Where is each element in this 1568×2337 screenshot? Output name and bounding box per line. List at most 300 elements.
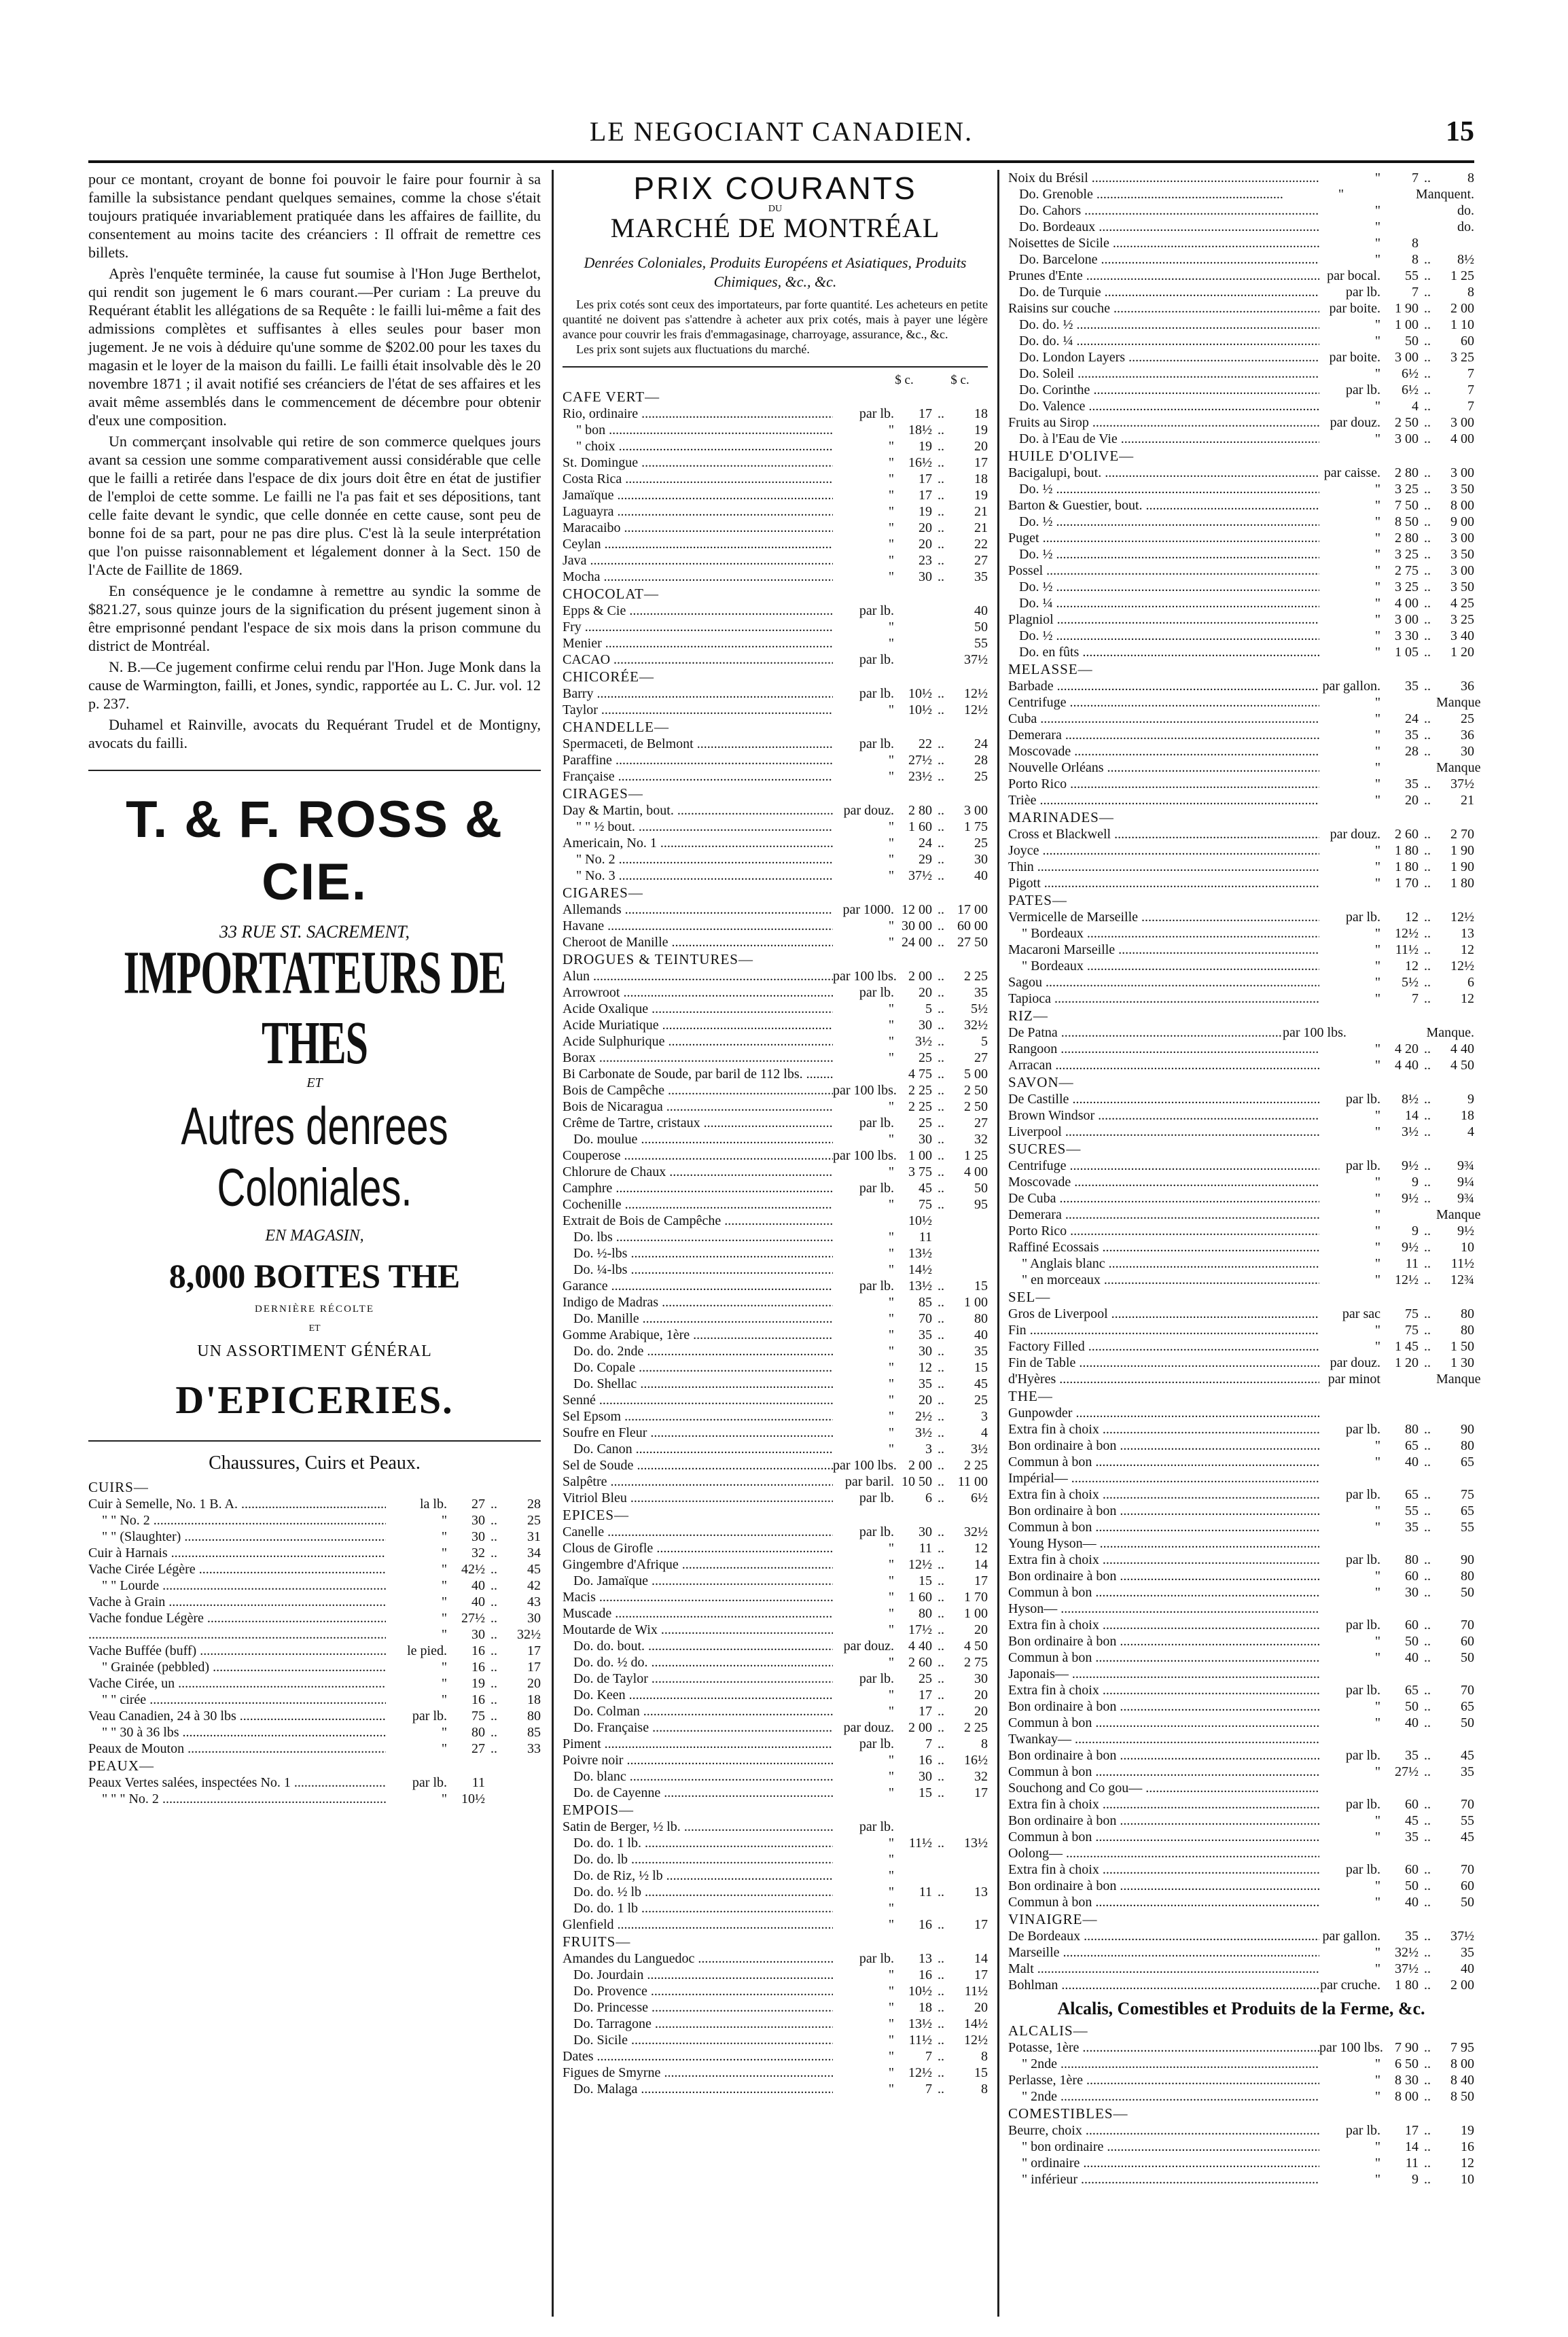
price-separator: .. [1424, 910, 1431, 925]
price-high: 1 70 [964, 1590, 988, 1605]
item-unit: par 100 lbs. [833, 969, 897, 984]
price-high: 11 00 [957, 1474, 988, 1489]
price-high: 32½ [964, 1524, 988, 1539]
price-low: 9 [1412, 1175, 1419, 1190]
price-separator: .. [938, 1409, 944, 1424]
price-low: 27½ [1395, 1764, 1419, 1779]
price-row [563, 1524, 988, 1540]
price-separator: .. [1424, 1929, 1431, 1944]
item-name: Do. do. 1 lb. ..... [563, 1835, 833, 1851]
section-heading: HUILE D'OLIVE— [1008, 448, 1135, 464]
item-unit: " [1374, 926, 1380, 941]
price-separator: .. [938, 1606, 944, 1621]
price-separator: .. [1424, 498, 1431, 513]
item-name: Cochenille ..... [563, 1196, 833, 1213]
item-name: Do. à l'Eau de Vie ..... [1008, 431, 1319, 447]
price-high: 1 80 [1450, 876, 1474, 891]
item-name: Indigo de Madras ..... [563, 1294, 833, 1310]
item-name: Fin de Table ..... [1008, 1355, 1319, 1371]
price-row [1008, 2039, 1474, 2056]
item-name: Macis ..... [563, 1589, 833, 1605]
price-row [88, 1692, 541, 1708]
item-name: Bacigalupi, bout. ..... [1008, 465, 1319, 481]
item-unit: " [1374, 2073, 1380, 2088]
price-row [88, 1774, 541, 1791]
price-low [1380, 1470, 1419, 1486]
price-high: 50 [1461, 1585, 1474, 1600]
price-high: 8 40 [1450, 2073, 1474, 2088]
price-high: 4 [1467, 1124, 1474, 1139]
price-low: 40 [1405, 1650, 1419, 1665]
item-unit: par lb. [859, 1524, 894, 1539]
item-name: Moscovade ..... [1008, 743, 1319, 760]
price-high: 12½ [964, 702, 988, 717]
price-low: 1 45 [1395, 1339, 1419, 1354]
item-name: Centrifuge ..... [1008, 694, 1319, 711]
price-high: 3 50 [1450, 482, 1474, 497]
item-unit: " [1374, 859, 1380, 874]
price-high: 10 [1461, 2172, 1474, 2187]
price-separator [932, 1229, 950, 1245]
price-row [563, 454, 988, 471]
price-high: 27 [974, 1116, 988, 1130]
price-separator: .. [491, 1741, 497, 1756]
item-unit: " [888, 702, 894, 717]
item-name: De Cuba ..... [1008, 1190, 1319, 1207]
price-low: 12½ [1395, 926, 1419, 941]
price-separator [1419, 1470, 1436, 1486]
price-low: 10½ [461, 1791, 485, 1806]
item-name: Poivre noir ..... [563, 1752, 833, 1768]
price-row [88, 1529, 541, 1545]
item-unit: " [1374, 612, 1380, 627]
item-unit: " [888, 1622, 894, 1637]
price-row [1008, 1255, 1474, 1272]
item-unit: par boite. [1329, 350, 1380, 365]
item-name: Extrait de Bois de Campêche ..... [563, 1213, 833, 1229]
price-separator [1419, 760, 1436, 776]
price-row [563, 1425, 988, 1441]
price-high: 7 [1467, 382, 1474, 397]
price-high: 2 00 [1450, 1978, 1474, 1993]
price-separator: .. [938, 702, 944, 717]
price-low: 14 [1405, 1108, 1419, 1123]
item-unit: " [888, 1327, 894, 1342]
section-heading: CUIRS— [88, 1479, 149, 1495]
price-high: 1 10 [1450, 317, 1474, 332]
item-name: Costa Rica ..... [563, 471, 833, 487]
ad-epiceries: D'EPICERIES. [175, 1378, 454, 1422]
item-name: Commun à bon ..... [1008, 1894, 1319, 1910]
price-separator [932, 1819, 950, 1835]
left-column [88, 170, 541, 1807]
price-high: 12 [1461, 942, 1474, 957]
price-high: 9¼ [1457, 1175, 1474, 1190]
price-row [1008, 1977, 1474, 1993]
item-unit: " [1374, 366, 1380, 381]
price-separator: .. [938, 985, 944, 1000]
price-high: 60 00 [957, 918, 988, 933]
price-row [563, 1359, 988, 1376]
price-low: 55 [1405, 1503, 1419, 1518]
price-high: 35 [974, 1344, 988, 1359]
price-row [1008, 1878, 1474, 1894]
price-high: 9¾ [1457, 1191, 1474, 1206]
price-high: 25 [974, 769, 988, 784]
price-separator: .. [938, 1311, 944, 1326]
price-row [563, 1967, 988, 1983]
item-unit: " [888, 1541, 894, 1556]
price-low: 4 00 [1395, 596, 1419, 611]
price-separator: .. [938, 686, 944, 701]
price-separator: .. [938, 2049, 944, 2064]
price-row [1008, 563, 1474, 579]
price-high: 3½ [971, 1442, 988, 1457]
price-low: 80 [1405, 1422, 1419, 1437]
price-separator: .. [1424, 827, 1431, 842]
price-high: 90 [1461, 1422, 1474, 1437]
price-high: 3 25 [1450, 612, 1474, 627]
item-unit: " [1374, 1455, 1380, 1469]
price-separator: .. [1424, 2156, 1431, 2171]
price-high: 65 [1461, 1699, 1474, 1714]
price-separator [1419, 219, 1436, 235]
item-unit: " [1374, 531, 1380, 546]
price-high: 28 [527, 1497, 541, 1512]
price-row [563, 1327, 988, 1343]
item-unit: par 100 lbs. [833, 1148, 897, 1163]
price-separator: .. [938, 1164, 944, 1179]
item-unit: le pied. [407, 1643, 447, 1658]
price-low: 30 00 [902, 918, 932, 933]
price-row [563, 1441, 988, 1457]
price-row [563, 1099, 988, 1115]
price-separator: .. [1424, 382, 1431, 397]
price-low: 30 [1405, 1585, 1419, 1600]
price-row [1008, 1519, 1474, 1535]
price-separator: .. [1424, 531, 1431, 546]
price-high [503, 1791, 541, 1807]
item-unit: par gallon. [1322, 1929, 1380, 1944]
item-unit: par lb. [859, 1951, 894, 1966]
item-unit: " [1374, 793, 1380, 808]
item-unit: " [1374, 236, 1380, 251]
price-row [563, 1589, 988, 1605]
price-high: Manque [1436, 760, 1481, 775]
price-separator: .. [1424, 1878, 1431, 1893]
price-row [563, 1262, 988, 1278]
item-name: Day & Martin, bout. ..... [563, 802, 833, 819]
price-separator: .. [491, 1578, 497, 1593]
item-name: Commun à bon ..... [1008, 1454, 1319, 1470]
price-separator: .. [1424, 679, 1431, 694]
price-row [563, 1556, 988, 1573]
item-unit: " [888, 819, 894, 834]
item-name: Twankay— ..... [1008, 1731, 1319, 1747]
price-separator: .. [938, 1425, 944, 1440]
price-row [1008, 595, 1474, 611]
price-low: 2 60 [1395, 827, 1419, 842]
item-name: Japonais— ..... [1008, 1666, 1319, 1682]
price-row [563, 1638, 988, 1654]
section-divider [88, 1440, 541, 1442]
item-name: " " cirée ..... [88, 1692, 386, 1708]
price-row [563, 569, 988, 585]
item-unit: " [888, 1704, 894, 1719]
price-low: 12½ [908, 1557, 932, 1572]
item-name: Vermicelle de Marseille ..... [1008, 909, 1319, 925]
price-separator: .. [938, 1344, 944, 1359]
price-high: 20 [974, 1704, 988, 1719]
price-row [1008, 1486, 1474, 1503]
item-name: Extra fin à choix ..... [1008, 1552, 1319, 1568]
price-high: 3 50 [1450, 547, 1474, 562]
item-name: Do. de Taylor ..... [563, 1671, 833, 1687]
price-separator: .. [1424, 1764, 1431, 1779]
price-high: 16½ [964, 1753, 988, 1768]
item-unit: " [1374, 2139, 1380, 2154]
prices-title: PRIX COURANTS [633, 171, 917, 206]
price-row [1008, 628, 1474, 644]
price-separator: .. [938, 2000, 944, 2015]
item-name: " Grainée (pebbled) ..... [88, 1659, 386, 1675]
item-name: Do. do. lb ..... [563, 1851, 833, 1868]
item-unit: " [888, 935, 894, 950]
item-unit: " [441, 1660, 447, 1675]
price-high: 35 [974, 569, 988, 584]
item-name: Do. ½ ..... [1008, 579, 1319, 595]
price-high: 13 [1461, 926, 1474, 941]
item-name: Souchong and Co gou— ..... [1008, 1780, 1319, 1796]
item-unit: " [888, 1769, 894, 1784]
ad-harvest: DERNIÈRE RÉCOLTE [254, 1304, 375, 1315]
price-separator: .. [938, 553, 944, 568]
price-low: 11 [919, 1541, 932, 1556]
item-name: Pigott ..... [1008, 875, 1319, 891]
price-high: 28 [974, 753, 988, 768]
price-low: 28 [1405, 744, 1419, 759]
price-separator: .. [938, 1181, 944, 1196]
item-unit: " [1374, 1438, 1380, 1453]
item-unit: par lb. [1345, 910, 1380, 925]
item-unit: " [888, 2016, 894, 2031]
price-low: 11½ [1395, 942, 1419, 957]
price-separator: .. [938, 504, 944, 519]
price-separator: .. [1424, 334, 1431, 349]
price-row [1008, 1322, 1474, 1338]
price-high: 30 [974, 1671, 988, 1686]
price-low: 30 [919, 1018, 932, 1033]
item-name: " " No. 2 ..... [88, 1512, 386, 1529]
item-unit: " [1374, 2089, 1380, 2104]
price-row [1008, 546, 1474, 563]
price-row [1008, 1845, 1474, 1861]
price-separator: .. [938, 1148, 944, 1163]
price-row [1008, 349, 1474, 365]
price-separator: .. [938, 455, 944, 470]
price-high: 12½ [964, 686, 988, 701]
price-separator: .. [1424, 2123, 1431, 2138]
item-unit: " [888, 1018, 894, 1033]
price-separator: .. [1424, 1683, 1431, 1698]
price-row [1008, 678, 1474, 694]
price-separator: .. [938, 1034, 944, 1049]
price-separator: .. [1424, 366, 1431, 381]
price-row [563, 1245, 988, 1262]
price-high [1436, 1780, 1474, 1796]
price-high: 6 [1467, 975, 1474, 990]
item-unit: " [1374, 695, 1380, 710]
price-high: 40 [1461, 1961, 1474, 1976]
price-low: 17 [919, 471, 932, 486]
price-separator [932, 652, 950, 668]
price-high [503, 1774, 541, 1791]
price-high: 14½ [964, 2016, 988, 2031]
price-separator: .. [938, 1541, 944, 1556]
price-separator: .. [1424, 1945, 1431, 1960]
price-row [563, 802, 988, 819]
item-name: Do. Bordeaux ..... [1008, 219, 1319, 235]
item-name: Rangoon ..... [1008, 1041, 1319, 1057]
price-separator: .. [1424, 959, 1431, 974]
price-low: 35 [1405, 1748, 1419, 1763]
price-high: 31 [527, 1529, 541, 1544]
item-name: Alun ..... [563, 968, 833, 984]
price-low: 4 20 [1395, 1041, 1419, 1056]
price-high: 80 [1461, 1438, 1474, 1453]
price-high: 2 00 [1450, 301, 1474, 316]
price-high: 20 [527, 1676, 541, 1691]
paragraph: Un commerçant insolvable qui retire de son commerce quelques jours avant sa cession une somme comparativement aussi considérable que celle que le failli a retirée dans l'espace de dix jours doit être en état de justifier de l'emploi de cette somme. Le failli ne l'a pas fait et ses dépositions, tant celle faite devant le syndic, que celle donnée en cette cause, sont peu de bonne foi de sa part, pour ne pas dire plus. C'est là la seule interprétation que l'on puisse raisonnablement et légalement donner à la Sect. 150 de l'Acte de Faillite de 1869. [88, 433, 541, 578]
price-separator: .. [938, 1967, 944, 1982]
item-name: Raisins sur couche ..... [1008, 300, 1319, 317]
section-heading: FRUITS— [563, 1933, 631, 1950]
price-low: 9½ [1402, 1191, 1419, 1206]
item-unit: " [1338, 187, 1344, 202]
item-name: " Anglais blanc ..... [1008, 1255, 1319, 1272]
item-name: Chlorure de Chaux ..... [563, 1164, 833, 1180]
price-row [563, 736, 988, 752]
item-unit: " [1374, 547, 1380, 562]
item-name: Commun à bon ..... [1008, 1829, 1319, 1845]
item-name: Crême de Tartre, cristaux ..... [563, 1115, 833, 1131]
item-name: Epps & Cie ..... [563, 603, 833, 619]
price-low: 3 00 [1395, 612, 1419, 627]
item-name: " Bordeaux ..... [1008, 958, 1319, 974]
item-unit: " [1374, 596, 1380, 611]
price-low: 12 [1405, 959, 1419, 974]
item-name: Borax ..... [563, 1050, 833, 1066]
item-unit: " [888, 1901, 894, 1916]
item-name: Vitriol Bleu ..... [563, 1490, 833, 1506]
price-low: 2 75 [1395, 563, 1419, 578]
item-unit: " [888, 1311, 894, 1326]
price-low: 9 [1412, 2172, 1419, 2187]
price-high [950, 1213, 988, 1229]
item-name: Young Hyson— ..... [1008, 1535, 1319, 1552]
price-high: 80 [1461, 1306, 1474, 1321]
price-low: 17 [919, 1688, 932, 1702]
ad-importers: IMPORTATEURS DE THES [123, 939, 506, 1077]
item-unit: " [888, 423, 894, 438]
price-separator: .. [938, 423, 944, 438]
price-separator: .. [1424, 399, 1431, 414]
item-unit: " [888, 918, 894, 933]
price-high: 37½ [1450, 777, 1474, 791]
item-name: Cross et Blackwell ..... [1008, 826, 1319, 842]
price-separator: .. [938, 1458, 944, 1473]
price-row [563, 552, 988, 569]
price-low: 10½ [908, 1984, 932, 1999]
price-row [1008, 1338, 1474, 1355]
item-unit: " [1374, 1124, 1380, 1139]
price-separator: .. [491, 1594, 497, 1609]
item-name: Salpêtre ..... [563, 1474, 833, 1490]
item-name: Do. Jamaïque ..... [563, 1573, 833, 1589]
price-high [1436, 1845, 1474, 1861]
item-unit [1319, 1780, 1380, 1796]
item-unit: " [888, 753, 894, 768]
price-separator [1419, 1780, 1436, 1796]
price-high: 32½ [517, 1627, 541, 1642]
price-high: 1 25 [964, 1148, 988, 1163]
price-row [1008, 611, 1474, 628]
price-low: 40 [1405, 1715, 1419, 1730]
item-name: Acide Oxalique ..... [563, 1001, 833, 1017]
price-row [563, 406, 988, 422]
price-high: 80 [974, 1311, 988, 1326]
ad-stock: 8,000 BOITES THE [168, 1257, 461, 1295]
item-name: Thin ..... [1008, 859, 1319, 875]
price-separator [1419, 202, 1436, 219]
item-name: Commun à bon ..... [1008, 1715, 1319, 1731]
price-low: 60 [1405, 1618, 1419, 1633]
price-row [88, 1741, 541, 1757]
price-low [1344, 186, 1382, 202]
item-name: Do. ½-lbs ..... [563, 1245, 833, 1262]
price-low [894, 1819, 932, 1835]
price-separator: .. [1424, 415, 1431, 430]
item-name: Brown Windsor ..... [1008, 1107, 1319, 1124]
item-name: Acide Muriatique ..... [563, 1017, 833, 1033]
price-low: 32½ [1395, 1945, 1419, 1960]
price-high: 32 [974, 1132, 988, 1147]
price-low: 20 [919, 985, 932, 1000]
item-unit: " [1374, 1058, 1380, 1073]
section-heading: DROGUES & TEINTURES— [563, 951, 753, 967]
price-separator: .. [938, 1279, 944, 1294]
item-name: Extra fin à choix ..... [1008, 1421, 1319, 1438]
price-row [88, 1545, 541, 1561]
item-name: Gunpowder ..... [1008, 1405, 1319, 1421]
item-unit: " [441, 1513, 447, 1528]
item-name: Factory Filled ..... [1008, 1338, 1319, 1355]
price-row [1008, 1861, 1474, 1878]
price-separator: .. [938, 569, 944, 584]
price-low: 24 [919, 836, 932, 851]
item-unit: " [1374, 1503, 1380, 1518]
price-low: 7 [925, 1736, 932, 1751]
price-row [563, 1573, 988, 1589]
price-low: 4 75 [908, 1067, 932, 1082]
price-separator [1419, 1371, 1436, 1387]
price-high: 3 40 [1450, 628, 1474, 643]
price-row [88, 1561, 541, 1577]
ross-advertisement [88, 789, 541, 1423]
price-low: 3 25 [1395, 579, 1419, 594]
price-low: 35 [919, 1376, 932, 1391]
item-unit: " [888, 1655, 894, 1670]
